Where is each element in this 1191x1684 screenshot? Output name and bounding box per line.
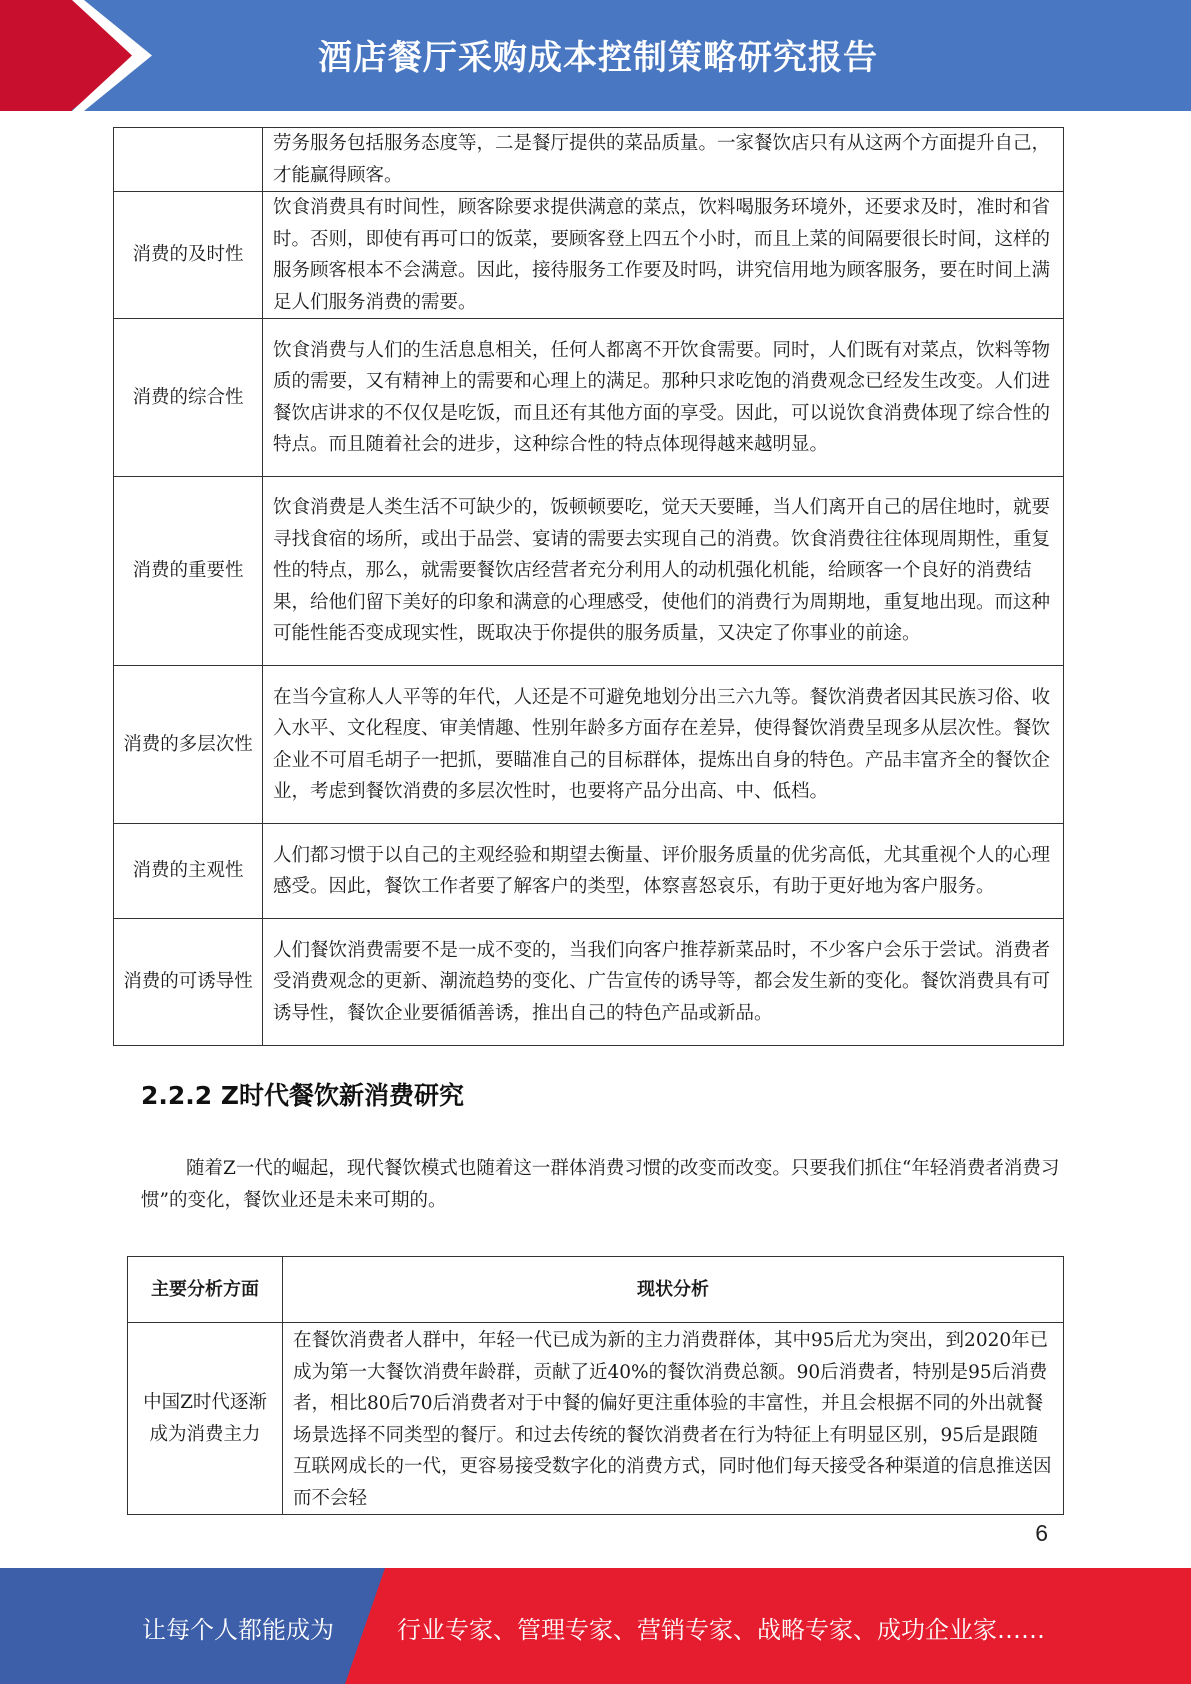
table-row [114, 477, 1064, 666]
row-label: 消费的可诱导性 [114, 919, 263, 1046]
page-footer [0, 1568, 1191, 1684]
column-header: 现状分析 [283, 1257, 1064, 1323]
row-label: 中国Z时代逐渐成为消费主力 [128, 1323, 283, 1515]
page-header [0, 0, 1191, 111]
row-content: 饮食消费具有时间性，顾客除要求提供满意的菜点，饮料喝服务环境外，还要求及时，准时和省时。否则，即使有再可口的饭菜，要顾客登上四五个小时，而且上菜的间隔要很长时间，这样的服务顾客根本不会满意。因此，接待服务工作要及时吗，讲究信用地为顾客服务，要在时间上满足人们服务消费的需要。 [263, 192, 1064, 319]
row-content: 人们都习惯于以自己的主观经验和期望去衡量、评价服务质量的优劣高低，尤其重视个人的心理感受。因此，餐饮工作者要了解客户的类型，体察喜怒哀乐，有助于更好地为客户服务。 [263, 824, 1064, 919]
footer-slogan-left: 让每个人都能成为 [142, 1616, 334, 1644]
row-content: 人们餐饮消费需要不是一成不变的，当我们向客户推荐新菜品时，不少客户会乐于尝试。消费者受消费观念的更新、潮流趋势的变化、广告宣传的诱导等，都会发生新的变化。餐饮消费具有可诱导性，餐饮企业要循循善诱，推出自己的特色产品或新品。 [263, 919, 1064, 1046]
header-chevron-icon [72, 0, 152, 111]
row-label: 消费的主观性 [114, 824, 263, 919]
table-row [114, 128, 1064, 192]
row-content: 在当今宣称人人平等的年代，人还是不可避免地划分出三六九等。餐饮消费者因其民族习俗、收入水平、文化程度、审美情趣、性别年龄多方面存在差异，使得餐饮消费呈现多从层次性。餐饮企业不可眉毛胡子一把抓，要瞄准自己的目标群体，提炼出自身的特色。产品丰富齐全的餐饮企业，考虑到餐饮消费的多层次性时，也要将产品分出高、中、低档。 [263, 666, 1064, 824]
consumption-traits-table [113, 127, 1064, 1046]
table-row [114, 319, 1064, 477]
row-content: 饮食消费是人类生活不可缺少的，饭顿顿要吃，觉天天要睡，当人们离开自己的居住地时，就要寻找食宿的场所，或出于品尝、宴请的需要去实现自己的消费。饮食消费往往体现周期性，重复性的特点，那么，就需要餐饮店经营者充分利用人的动机强化机能，给顾客一个良好的消费结果，给他们留下美好的印象和满意的心理感受，使他们的消费行为周期地，重复地出现。而这种可能性能否变成现实性，既取决于你提供的服务质量，又决定了你事业的前途。 [263, 477, 1064, 666]
gen-z-analysis-table [127, 1256, 1064, 1515]
table-row [114, 666, 1064, 824]
row-label: 消费的多层次性 [114, 666, 263, 824]
row-content: 饮食消费与人们的生活息息相关，任何人都离不开饮食需要。同时，人们既有对菜点，饮料等物质的需要，又有精神上的需要和心理上的满足。那种只求吃饱的消费观念已经发生改变。人们进餐饮店讲求的不仅仅是吃饭，而且还有其他方面的享受。因此，可以说饮食消费体现了综合性的特点。而且随着社会的进步，这种综合性的特点体现得越来越明显。 [263, 319, 1064, 477]
section-paragraph: 随着Z一代的崛起，现代餐饮模式也随着这一群体消费习惯的改变而改变。只要我们抓住“年轻消费者消费习惯”的变化，餐饮业还是未来可期的。 [141, 1158, 1060, 1211]
table-row [114, 192, 1064, 319]
row-content: 在餐饮消费者人群中，年轻一代已成为新的主力消费群体，其中95后尤为突出，到2020年已成为第一大餐饮消费年龄群，贡献了近40%的餐饮消费总额。90后消费者，特别是95后消费者，相比80后70后消费者对于中餐的偏好更注重体验的丰富性，并且会根据不同的外出就餐场景选择不同类型的餐厅。和过去传统的餐饮消费者在行为特征上有明显区别，95后是跟随互联网成长的一代，更容易接受数字化的消费方式，同时他们每天接受各种渠道的信息推送因而不会轻 [283, 1323, 1064, 1515]
row-content: 劳务服务包括服务态度等，二是餐厅提供的菜品质量。一家餐饮店只有从这两个方面提升自己，才能赢得顾客。 [263, 128, 1064, 192]
row-label: 消费的重要性 [114, 477, 263, 666]
table-row [114, 919, 1064, 1046]
table-row [114, 824, 1064, 919]
row-label: 消费的及时性 [114, 192, 263, 319]
page-number: 6 [1035, 1520, 1048, 1546]
document-title: 酒店餐厅采购成本控制策略研究报告 [318, 38, 878, 78]
table-row [128, 1323, 1064, 1515]
row-label: 消费的综合性 [114, 319, 263, 477]
column-header: 主要分析方面 [128, 1257, 283, 1323]
footer-blue-slant [345, 1568, 385, 1684]
header-red-block [0, 0, 72, 111]
footer-slogan-right: 行业专家、管理专家、营销专家、战略专家、成功企业家…… [397, 1616, 1045, 1644]
section-heading: 2.2.2 Z时代餐饮新消费研究 [141, 1081, 465, 1110]
table-header-row [128, 1257, 1064, 1323]
row-label [114, 128, 263, 192]
